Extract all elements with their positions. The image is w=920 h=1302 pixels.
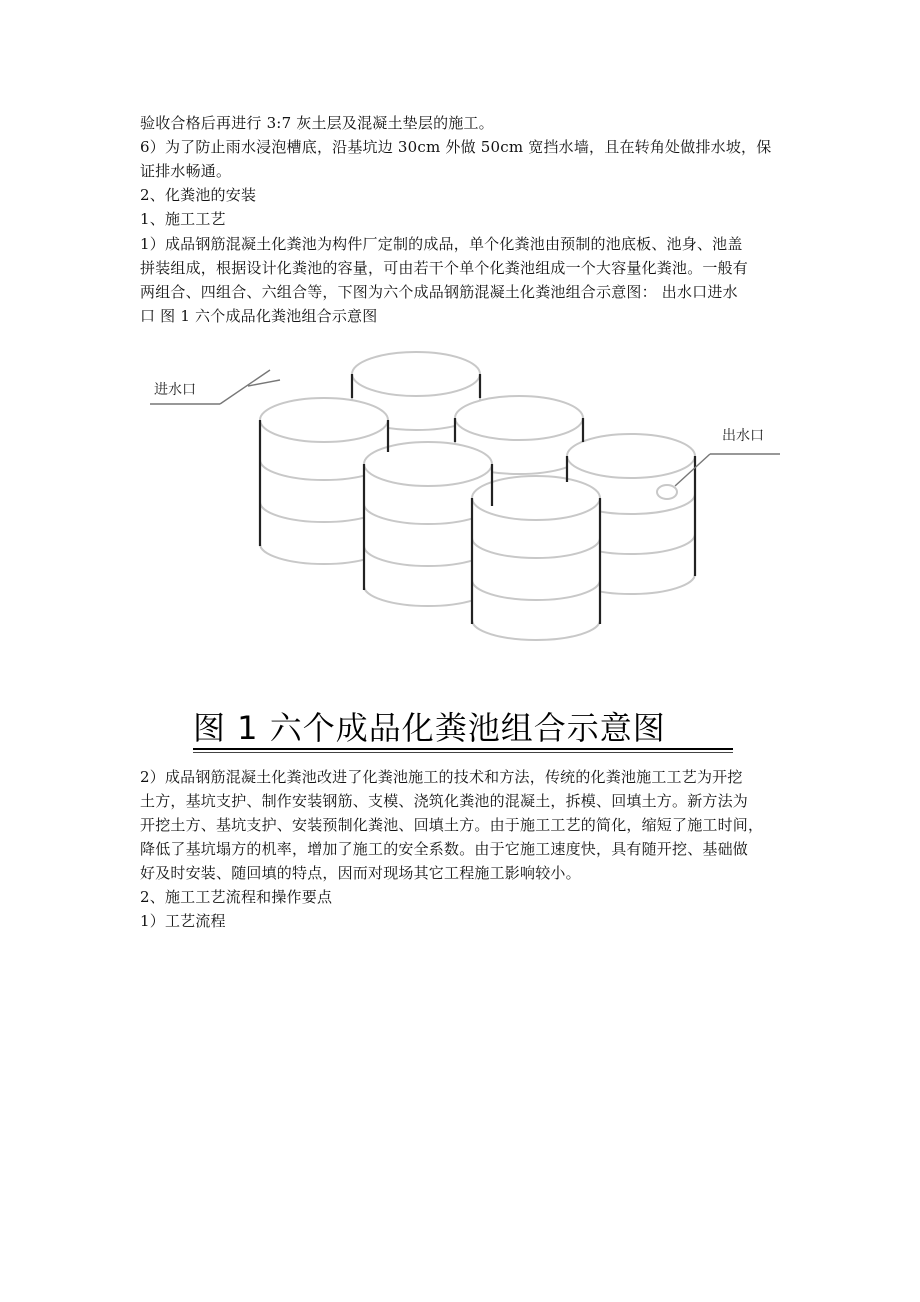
outlet-label: 出水口: [722, 428, 764, 444]
figure-caption: 图 1 六个成品化粪池组合示意图: [193, 709, 666, 747]
septic-tank-figure: [140, 336, 780, 756]
text-line: 证排水畅通。: [140, 162, 232, 180]
text-line: 两组合、四组合、六组合等，下图为六个成品钢筋混凝土化粪池组合示意图： 出水口进水: [140, 283, 738, 301]
text-line: 2）成品钢筋混凝土化粪池改进了化粪池施工的技术和方法，传统的化粪池施工工艺为开挖: [140, 768, 743, 786]
text-line: 口 图 1 六个成品化粪池组合示意图: [140, 307, 378, 325]
text-line: 拼装组成，根据设计化粪池的容量，可由若干个单个化粪池组成一个大容量化粪池。一般有: [140, 259, 749, 277]
caption-underline-secondary: [193, 752, 733, 753]
inlet-label: 进水口: [154, 382, 196, 398]
subsection-heading: 1）工艺流程: [140, 912, 226, 930]
section-heading: 2、施工工艺流程和操作要点: [140, 888, 333, 906]
six-tank-diagram: [140, 336, 780, 656]
text-line: 好及时安装、随回填的特点，因而对现场其它工程施工影响较小。: [140, 864, 581, 882]
text-line: 降低了基坑塌方的机率，增加了施工的安全系数。由于它施工速度快，具有随开挖、基础做: [140, 840, 749, 858]
caption-underline: [193, 748, 733, 750]
text-line: 开挖土方、基坑支护、安装预制化粪池、回填土方。由于施工工艺的简化，缩短了施工时间，: [140, 816, 764, 834]
text-line: 1）成品钢筋混凝土化粪池为构件厂定制的成品，单个化粪池由预制的池底板、池身、池盖: [140, 235, 743, 253]
text-line: 6）为了防止雨水浸泡槽底，沿基坑边 30cm 外做 50cm 宽挡水墙，且在转角处做排水坡，保: [140, 138, 772, 156]
text-line: 土方，基坑支护、制作安装钢筋、支模、浇筑化粪池的混凝土，拆模、回填土方。新方法为: [140, 792, 749, 810]
subsection-heading: 1、施工工艺: [140, 210, 226, 228]
section-heading: 2、化粪池的安装: [140, 186, 257, 204]
text-line: 验收合格后再进行 3:7 灰土层及混凝土垫层的施工。: [140, 114, 494, 132]
